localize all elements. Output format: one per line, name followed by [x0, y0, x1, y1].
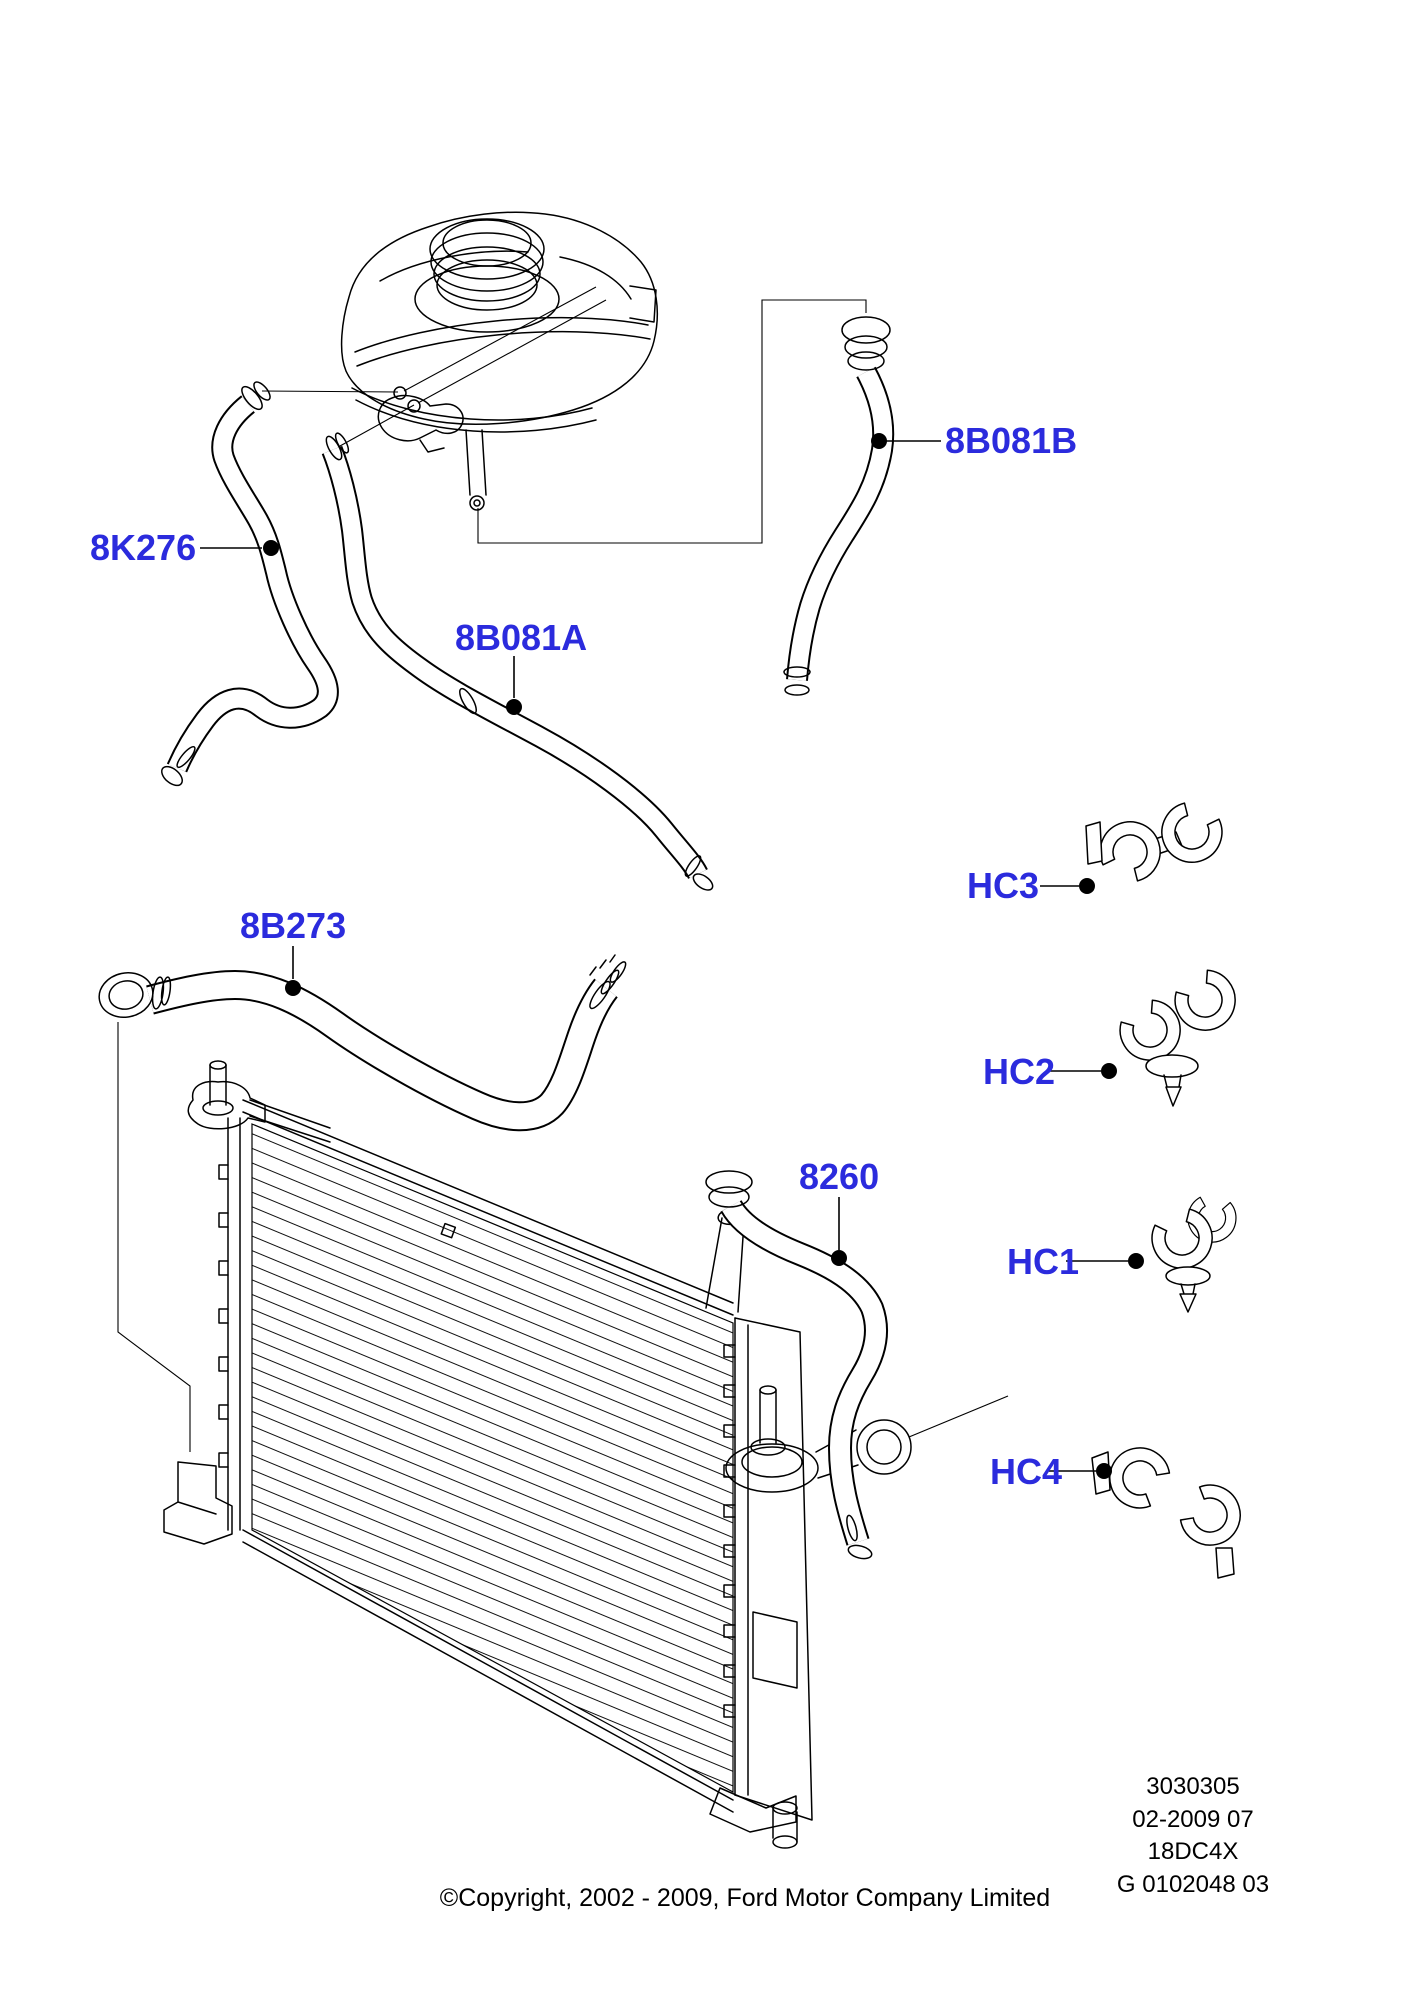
clip-hc3-drawing	[1086, 798, 1229, 885]
part-callout-8k276[interactable]: 8K276	[90, 527, 197, 568]
part-callout-hc4[interactable]: HC4	[990, 1451, 1063, 1492]
part-callout-8260[interactable]: 8260	[799, 1156, 880, 1197]
copyright-notice: ©Copyright, 2002 - 2009, Ford Motor Company Limited	[439, 1884, 1051, 1912]
leader-8b081a	[506, 656, 522, 715]
hose-8b081b-drawing	[784, 317, 890, 695]
radiator-core	[252, 1124, 733, 1792]
leader-8k276	[200, 540, 279, 556]
part-callout-hc2[interactable]: HC2	[983, 1051, 1056, 1092]
filler-cap	[415, 219, 559, 332]
leader-8260	[831, 1197, 847, 1266]
leader-hc3	[1040, 878, 1095, 894]
part-callout-hc3[interactable]: HC3	[967, 865, 1040, 906]
clip-hc4-drawing	[1092, 1437, 1251, 1578]
hose-8b081a-drawing	[323, 431, 715, 893]
expansion-tank-drawing	[342, 212, 658, 510]
drawing-reference-block	[1093, 1771, 1293, 1901]
leader-8b273	[285, 946, 301, 996]
hose-8k276-drawing	[158, 379, 328, 789]
part-callout-hc1[interactable]: HC1	[1007, 1241, 1080, 1282]
drawing-ref-line: 18DC4X	[1147, 1838, 1239, 1865]
drawing-ref-line: G 0102048 03	[1116, 1870, 1270, 1898]
part-callout-8b273[interactable]: 8B273	[240, 905, 347, 946]
part-callout-8b081a[interactable]: 8B081A	[455, 617, 588, 658]
clip-hc2-drawing	[1112, 964, 1247, 1106]
hose-8b273-drawing	[95, 955, 628, 1116]
leader-8b081b	[871, 433, 941, 449]
clip-hc1-drawing	[1145, 1196, 1239, 1312]
drawing-ref-line: 3030305	[1146, 1773, 1240, 1800]
drawing-ref-line: 02-2009 07	[1132, 1805, 1254, 1833]
leader-hc2	[1050, 1063, 1117, 1079]
part-callout-8b081b[interactable]: 8B081B	[945, 420, 1078, 461]
